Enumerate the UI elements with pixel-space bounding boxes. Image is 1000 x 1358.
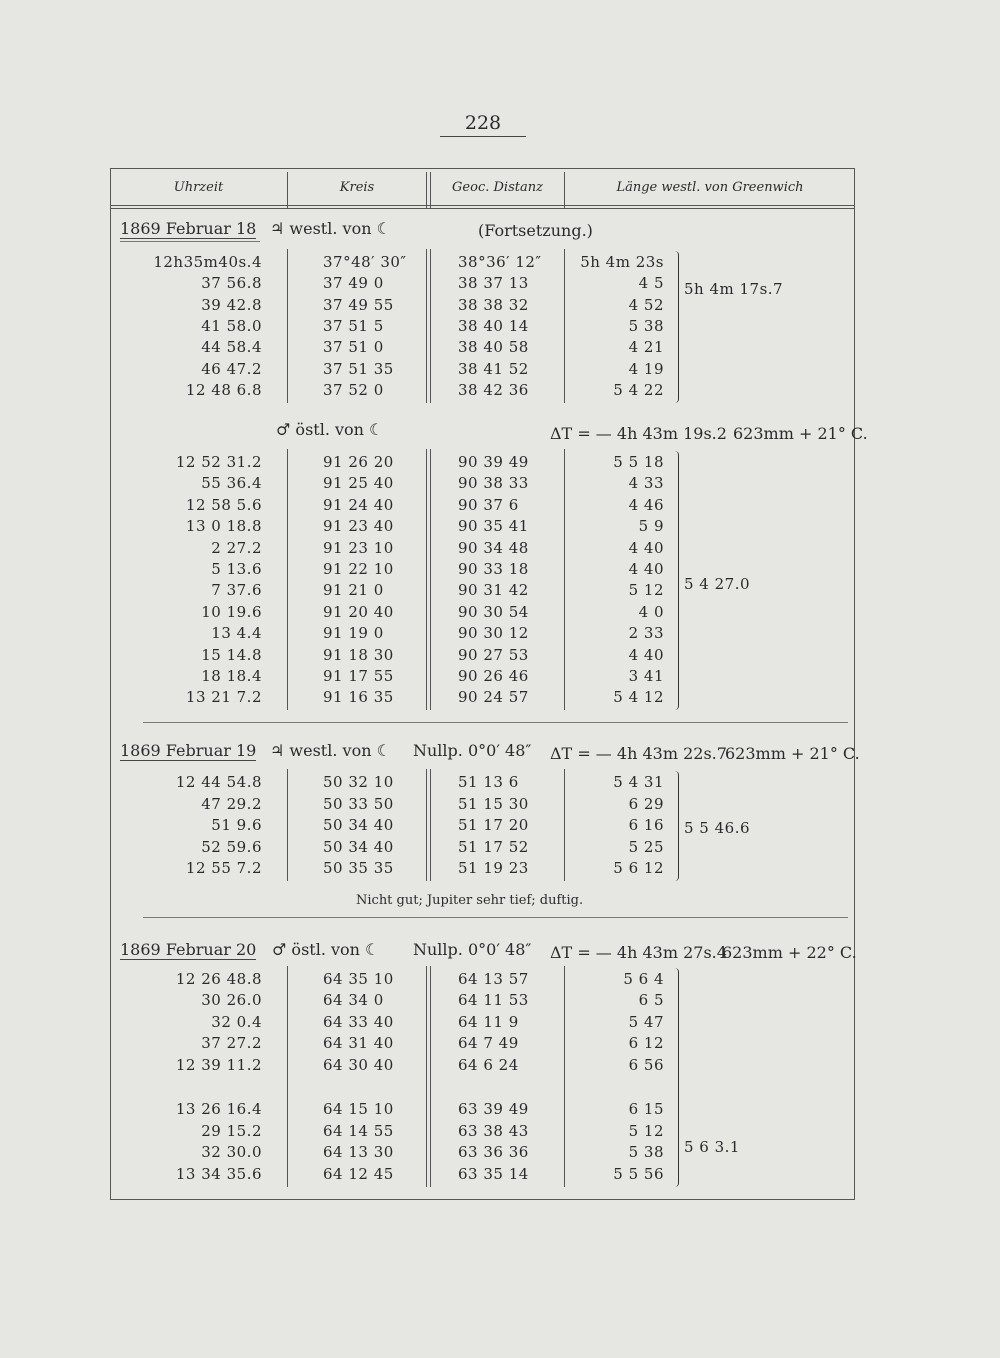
- time-cell: 41 58.0: [201, 317, 262, 335]
- distanz-cell: 38 40 14: [458, 317, 529, 335]
- kreis-cell: 91 22 10: [323, 560, 394, 578]
- laenge-cell: 6 15: [628, 1100, 664, 1118]
- section-object: ♃ westl. von ☾: [270, 219, 391, 238]
- section-object: ♂ östl. von ☾: [276, 420, 384, 439]
- time-cell: 29 15.2: [201, 1122, 262, 1140]
- laenge-cell: 4 21: [628, 338, 664, 356]
- nullpunkt: Nullp. 0°0′ 48″: [413, 741, 532, 760]
- column-rule: [287, 449, 288, 710]
- time-cell: 18 18.4: [201, 667, 262, 685]
- time-cell: 12 52 31.2: [175, 453, 262, 471]
- distanz-cell: 90 24 57: [458, 688, 529, 706]
- section-divider: [143, 722, 848, 723]
- kreis-cell: 37 51 35: [323, 360, 394, 378]
- kreis-cell: 64 13 30: [323, 1143, 394, 1161]
- time-cell: 47 29.2: [201, 795, 262, 813]
- kreis-cell: 37 49 0: [323, 274, 384, 292]
- distanz-cell: 90 34 48: [458, 539, 529, 557]
- distanz-cell: 38°36′ 12″: [458, 253, 542, 271]
- section-date: 1869 Februar 19: [120, 741, 257, 760]
- column-rule: [287, 966, 288, 1187]
- kreis-cell: 50 34 40: [323, 838, 394, 856]
- kreis-cell: 91 23 40: [323, 517, 394, 535]
- column-rule: [426, 249, 427, 403]
- time-cell: 32 0.4: [211, 1013, 262, 1031]
- section-object: ♃ westl. von ☾: [270, 741, 391, 760]
- laenge-cell: 6 56: [628, 1056, 664, 1074]
- laenge-cell: 5 12: [628, 581, 664, 599]
- kreis-cell: 37 49 55: [323, 296, 394, 314]
- header-rule: [110, 208, 855, 209]
- laenge-cell: 5 25: [628, 838, 664, 856]
- continuation-label: (Fortsetzung.): [478, 221, 593, 240]
- delta-t: ΔT = — 4h 43m 22s.7: [550, 744, 727, 763]
- distanz-cell: 90 26 46: [458, 667, 529, 685]
- kreis-cell: 64 34 0: [323, 991, 384, 1009]
- laenge-cell: 3 41: [628, 667, 664, 685]
- laenge-cell: 5 4 31: [613, 773, 664, 791]
- laenge-cell: 4 0: [638, 603, 664, 621]
- laenge-cell: 6 16: [628, 816, 664, 834]
- kreis-cell: 91 26 20: [323, 453, 394, 471]
- distanz-cell: 90 27 53: [458, 646, 529, 664]
- distanz-cell: 38 40 58: [458, 338, 529, 356]
- kreis-cell: 50 33 50: [323, 795, 394, 813]
- laenge-cell: 5 5 56: [613, 1165, 664, 1183]
- laenge-cell: 4 33: [628, 474, 664, 492]
- kreis-cell: 50 35 35: [323, 859, 394, 877]
- time-cell: 30 26.0: [201, 991, 262, 1009]
- kreis-cell: 64 35 10: [323, 970, 394, 988]
- distanz-cell: 63 39 49: [458, 1100, 529, 1118]
- time-cell: 13 34 35.6: [175, 1165, 262, 1183]
- page-number: 228: [464, 112, 502, 134]
- kreis-cell: 64 14 55: [323, 1122, 394, 1140]
- time-cell: 46 47.2: [201, 360, 262, 378]
- time-cell: 13 26 16.4: [175, 1100, 262, 1118]
- distanz-cell: 51 17 20: [458, 816, 529, 834]
- laenge-cell: 5 4 22: [613, 381, 664, 399]
- section-rule: [120, 241, 260, 242]
- kreis-cell: 37 52 0: [323, 381, 384, 399]
- column-rule: [430, 769, 431, 881]
- distanz-cell: 64 7 49: [458, 1034, 519, 1052]
- time-cell: 13 0 18.8: [185, 517, 262, 535]
- distanz-cell: 64 11 9: [458, 1013, 519, 1031]
- time-cell: 10 19.6: [201, 603, 262, 621]
- column-rule: [287, 769, 288, 881]
- laenge-cell: 5 5 18: [613, 453, 664, 471]
- kreis-cell: 91 18 30: [323, 646, 394, 664]
- distanz-cell: 90 35 41: [458, 517, 529, 535]
- laenge-cell: 6 5: [638, 991, 664, 1009]
- header-laenge: Länge westl. von Greenwich: [616, 180, 804, 195]
- column-rule: [564, 966, 565, 1187]
- delta-t: ΔT = — 4h 43m 27s.4: [550, 943, 727, 962]
- mean-value: 5 6 3.1: [684, 1138, 740, 1156]
- kreis-cell: 37°48′ 30″: [323, 253, 407, 271]
- laenge-cell: 5h 4m 23s: [580, 253, 664, 271]
- time-cell: 5 13.6: [211, 560, 262, 578]
- section-object: ♂ östl. von ☾: [272, 940, 380, 959]
- column-rule: [430, 966, 431, 1187]
- brace: [670, 251, 679, 403]
- laenge-cell: 5 47: [628, 1013, 664, 1031]
- distanz-cell: 38 41 52: [458, 360, 529, 378]
- distanz-cell: 51 15 30: [458, 795, 529, 813]
- laenge-cell: 6 29: [628, 795, 664, 813]
- header-kreis: Kreis: [339, 180, 375, 195]
- time-cell: 12h35m40s.4: [153, 253, 262, 271]
- kreis-cell: 91 19 0: [323, 624, 384, 642]
- laenge-cell: 4 40: [628, 560, 664, 578]
- distanz-cell: 63 35 14: [458, 1165, 529, 1183]
- distanz-cell: 51 13 6: [458, 773, 519, 791]
- laenge-cell: 4 40: [628, 646, 664, 664]
- brace: [670, 771, 679, 881]
- column-rule: [430, 249, 431, 403]
- section-divider: [143, 917, 848, 918]
- conditions: 623mm + 21° C.: [733, 424, 868, 443]
- kreis-cell: 50 32 10: [323, 773, 394, 791]
- nullpunkt: Nullp. 0°0′ 48″: [413, 940, 532, 959]
- laenge-cell: 5 38: [628, 1143, 664, 1161]
- section-date: 1869 Februar 20: [120, 940, 257, 959]
- laenge-cell: 4 46: [628, 496, 664, 514]
- distanz-cell: 38 42 36: [458, 381, 529, 399]
- time-cell: 12 58 5.6: [185, 496, 262, 514]
- column-rule: [426, 966, 427, 1187]
- kreis-cell: 91 23 10: [323, 539, 394, 557]
- laenge-cell: 4 19: [628, 360, 664, 378]
- mean-value: 5h 4m 17s.7: [684, 280, 784, 298]
- laenge-cell: 4 40: [628, 539, 664, 557]
- time-cell: 51 9.6: [211, 816, 262, 834]
- kreis-cell: 64 31 40: [323, 1034, 394, 1052]
- laenge-cell: 5 6 4: [623, 970, 664, 988]
- mean-value: 5 5 46.6: [684, 819, 751, 837]
- brace: [670, 451, 679, 710]
- header-geoc-distanz: Geoc. Distanz: [452, 180, 543, 195]
- kreis-cell: 64 30 40: [323, 1056, 394, 1074]
- laenge-cell: 4 52: [628, 296, 664, 314]
- kreis-cell: 91 24 40: [323, 496, 394, 514]
- time-cell: 44 58.4: [201, 338, 262, 356]
- kreis-cell: 91 25 40: [323, 474, 394, 492]
- conditions: 623mm + 22° C.: [722, 943, 857, 962]
- column-rule: [430, 449, 431, 710]
- time-cell: 55 36.4: [201, 474, 262, 492]
- column-rule: [426, 769, 427, 881]
- column-rule: [426, 449, 427, 710]
- laenge-cell: 6 12: [628, 1034, 664, 1052]
- distanz-cell: 64 13 57: [458, 970, 529, 988]
- time-cell: 37 56.8: [201, 274, 262, 292]
- time-cell: 37 27.2: [201, 1034, 262, 1052]
- conditions: 623mm + 21° C.: [725, 744, 860, 763]
- kreis-cell: 64 33 40: [323, 1013, 394, 1031]
- kreis-cell: 37 51 5: [323, 317, 384, 335]
- distanz-cell: 90 37 6: [458, 496, 519, 514]
- time-cell: 52 59.6: [201, 838, 262, 856]
- laenge-cell: 2 33: [628, 624, 664, 642]
- distanz-cell: 51 19 23: [458, 859, 529, 877]
- distanz-cell: 64 6 24: [458, 1056, 519, 1074]
- header-uhrzeit: Uhrzeit: [173, 180, 224, 195]
- distanz-cell: 64 11 53: [458, 991, 529, 1009]
- distanz-cell: 90 30 54: [458, 603, 529, 621]
- time-cell: 7 37.6: [211, 581, 262, 599]
- time-cell: 39 42.8: [201, 296, 262, 314]
- column-rule: [564, 449, 565, 710]
- kreis-cell: 64 12 45: [323, 1165, 394, 1183]
- brace: [670, 968, 679, 1187]
- time-cell: 15 14.8: [201, 646, 262, 664]
- observation-note: Nicht gut; Jupiter sehr tief; duftig.: [356, 893, 584, 908]
- kreis-cell: 37 51 0: [323, 338, 384, 356]
- kreis-cell: 64 15 10: [323, 1100, 394, 1118]
- laenge-cell: 5 38: [628, 317, 664, 335]
- time-cell: 12 55 7.2: [185, 859, 262, 877]
- distanz-cell: 38 37 13: [458, 274, 529, 292]
- distanz-cell: 90 31 42: [458, 581, 529, 599]
- mean-value: 5 4 27.0: [684, 575, 751, 593]
- laenge-cell: 5 6 12: [613, 859, 664, 877]
- column-rule: [564, 769, 565, 881]
- time-cell: 12 48 6.8: [185, 381, 262, 399]
- page-number-rule: [440, 136, 526, 137]
- laenge-cell: 5 12: [628, 1122, 664, 1140]
- laenge-cell: 5 9: [638, 517, 664, 535]
- distanz-cell: 90 33 18: [458, 560, 529, 578]
- kreis-cell: 91 17 55: [323, 667, 394, 685]
- header-separator: [426, 172, 427, 208]
- laenge-cell: 4 5: [638, 274, 664, 292]
- distanz-cell: 90 30 12: [458, 624, 529, 642]
- header-rule: [110, 205, 855, 206]
- time-cell: 12 26 48.8: [175, 970, 262, 988]
- time-cell: 13 4.4: [211, 624, 262, 642]
- time-cell: 32 30.0: [201, 1143, 262, 1161]
- section-date: 1869 Februar 18: [120, 219, 257, 238]
- time-cell: 13 21 7.2: [185, 688, 262, 706]
- kreis-cell: 91 21 0: [323, 581, 384, 599]
- kreis-cell: 91 20 40: [323, 603, 394, 621]
- laenge-cell: 5 4 12: [613, 688, 664, 706]
- distanz-cell: 51 17 52: [458, 838, 529, 856]
- distanz-cell: 90 38 33: [458, 474, 529, 492]
- distanz-cell: 90 39 49: [458, 453, 529, 471]
- distanz-cell: 63 36 36: [458, 1143, 529, 1161]
- time-cell: 12 39 11.2: [175, 1056, 262, 1074]
- time-cell: 2 27.2: [211, 539, 262, 557]
- column-rule: [287, 249, 288, 403]
- column-rule: [564, 249, 565, 403]
- distanz-cell: 63 38 43: [458, 1122, 529, 1140]
- time-cell: 12 44 54.8: [175, 773, 262, 791]
- kreis-cell: 91 16 35: [323, 688, 394, 706]
- delta-t: ΔT = — 4h 43m 19s.2: [550, 424, 727, 443]
- distanz-cell: 38 38 32: [458, 296, 529, 314]
- kreis-cell: 50 34 40: [323, 816, 394, 834]
